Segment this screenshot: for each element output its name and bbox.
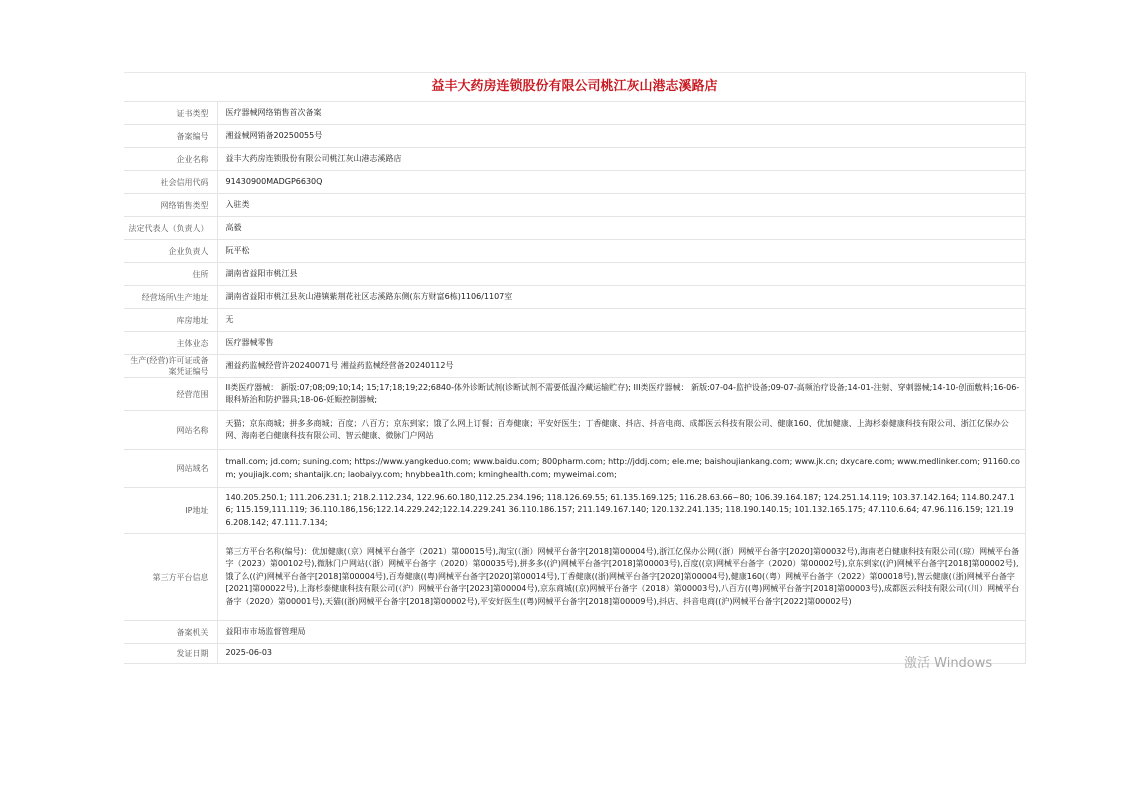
table-row (124, 332, 1026, 355)
table-row (124, 240, 1026, 263)
row-value-legal-representative: 高毅 (217, 217, 1026, 240)
row-label-business-scope: 经营范围 (124, 378, 217, 411)
activate-windows-watermark: 激活 Windows (904, 656, 993, 671)
row-label-website-name: 网站名称 (124, 411, 217, 450)
table-row (124, 194, 1026, 217)
row-label-third-party-platform: 第三方平台信息 (124, 534, 217, 621)
row-value-company-principal: 阮平松 (217, 240, 1026, 263)
row-value-record-authority: 益阳市市场监督管理局 (217, 621, 1026, 644)
table-row (124, 217, 1026, 240)
table-row (124, 644, 1026, 664)
row-value-issue-date: 2025-06-03 (217, 644, 1026, 664)
table-row (124, 102, 1026, 125)
row-value-website-domain: tmall.com; jd.com; suning.com; https://www.yangkeduo.com; www.baidu.com; 800pharm.com; http://jddj.com; ele.me; baishoujiankang.com; www.jk.cn; dxycare.com; www.medlinker.com; 91160.com; youjiajk.com; shantaijk.cn; laobaiyy.com; hnybbea1th.com; kminghealth.com; myweimai.com; (217, 450, 1026, 488)
table-row (124, 309, 1026, 332)
row-label-domicile: 住所 (124, 263, 217, 286)
row-value-company-name: 益丰大药房连锁股份有限公司桃江灰山港志溪路店 (217, 148, 1026, 171)
row-value-website-name: 天猫；京东商城；拼多多商城；百度；八百方；京东到家；饿了么网上订餐；百寿健康；平安好医生；丁香健康、抖店、抖音电商、成都医云科技有限公司、健康160、优加健康、上海杉泰健康科技有限公司、浙江亿保办公网、海南老白健康科技有限公司、智云健康、微脉门户网站 (217, 411, 1026, 450)
row-label-warehouse-address: 库房地址 (124, 309, 217, 332)
row-label-legal-representative: 法定代表人（负责人） (124, 217, 217, 240)
table-row (124, 171, 1026, 194)
row-value-record-number: 湘益械网销备20250055号 (217, 125, 1026, 148)
table-row (124, 286, 1026, 309)
table-row (124, 621, 1026, 644)
row-value-business-scope: II类医疗器械： 新版:07;08;09;10;14; 15;17;18;19;22;6840-体外诊断试剂(诊断试剂不需要低温冷藏运输贮存); III类医疗器械： 新版:07-04-监护设备;09-07-高频治疗设备;14-01-注射、穿刺器械;14-10-创面敷料;16-06-眼科矫治和防护器具;18-06-妊娠控制器械; (217, 378, 1026, 411)
row-value-warehouse-address: 无 (217, 309, 1026, 332)
table-row (124, 534, 1026, 621)
table-row (124, 125, 1026, 148)
row-value-business-format: 医疗器械零售 (217, 332, 1026, 355)
row-value-business-address: 湖南省益阳市桃江县灰山港镇紫荆花社区志溪路东侧(东方财富6栋)1106/1107室 (217, 286, 1026, 309)
row-value-third-party-platform: 第三方平台名称(编号)：优加健康(（京）网械平台备字（2021）第00015号),淘宝(（浙）网械平台备字[2018]第00004号),浙江亿保办公网(（浙）网械平台备字[2020]第00032号),海南老白健康科技有限公司(（琼）网械平台备字（2023）第00102号),微脉门户网站(（浙）网械平台备字（2020）第00035号),拼多多((沪)网械平台备字[2018]第00003号),百度((京)网械平台备字（2020）第00002号),京东到家((沪)网械平台备字[2018]第00002号),饿了么((沪)网械平台备字[2018]第00004号),百寿健康((粤)网械平台备字[2020]第00014号),丁香健康((浙)网械平台备字[2020]第00004号),健康160(（粤）网械平台备字（2022）第00018号),智云健康(（浙)网械平台备字[2021]第00022号),上海杉泰健康科技有限公司(（沪）网械平台备字[2023]第00004号),京东商城((京)网械平台备字（2018）第00003号),八百方((粤)网械平台备字[2018]第00003号),成都医云科技有限公司(（川）网械平台备字（2020）第00001号),天猫((浙)网械平台备字[2018]第00002号),平安好医生((粤)网械平台备字[2018]第00009号),抖店、抖音电商((沪)网械平台备字[2022]第00002号) (217, 534, 1026, 621)
table-row (124, 411, 1026, 450)
row-label-company-principal: 企业负责人 (124, 240, 217, 263)
row-label-certificate-type: 证书类型 (124, 102, 217, 125)
row-label-ip-address: IP地址 (124, 488, 217, 534)
row-label-record-number: 备案编号 (124, 125, 217, 148)
table-row (124, 148, 1026, 171)
row-value-sales-type: 入驻类 (217, 194, 1026, 217)
record-table (124, 101, 1026, 664)
row-label-issue-date: 发证日期 (124, 644, 217, 664)
row-label-license-number: 生产(经营)许可证或备案凭证编号 (124, 355, 217, 378)
row-value-domicile: 湖南省益阳市桃江县 (217, 263, 1026, 286)
row-value-license-number: 湘益药监械经营许20240071号 湘益药监械经营备20240112号 (217, 355, 1026, 378)
row-label-business-address: 经营场所\生产地址 (124, 286, 217, 309)
table-row (124, 450, 1026, 488)
record-document (124, 72, 1026, 664)
document-title: 益丰大药房连锁股份有限公司桃江灰山港志溪路店 (124, 72, 1026, 101)
row-label-company-name: 企业名称 (124, 148, 217, 171)
row-label-website-domain: 网站域名 (124, 450, 217, 488)
row-label-record-authority: 备案机关 (124, 621, 217, 644)
row-label-sales-type: 网络销售类型 (124, 194, 217, 217)
row-value-certificate-type: 医疗器械网络销售首次备案 (217, 102, 1026, 125)
row-label-credit-code: 社会信用代码 (124, 171, 217, 194)
row-label-business-format: 主体业态 (124, 332, 217, 355)
table-row (124, 355, 1026, 378)
table-row (124, 378, 1026, 411)
table-row (124, 488, 1026, 534)
table-row (124, 263, 1026, 286)
row-value-ip-address: 140.205.250.1; 111.206.231.1; 218.2.112.234, 122.96.60.180,112.25.234.196; 118.126.69.55; 61.135.169.125; 116.28.63.66~80; 106.39.164.187; 124.251.14.119; 103.37.142.164; 114.80.247.16; 115.159,111.119; 36.110.186,156;122.14.229.242;122.14.229.241 36.110.186.157; 211.149.167.140; 120.132.241.135; 118.190.140.15; 101.132.165.175; 47.110.6.64; 47.96.116.159; 121.196.208.142; 47.111.7.134; (217, 488, 1026, 534)
row-value-credit-code: 91430900MADGP6630Q (217, 171, 1026, 194)
